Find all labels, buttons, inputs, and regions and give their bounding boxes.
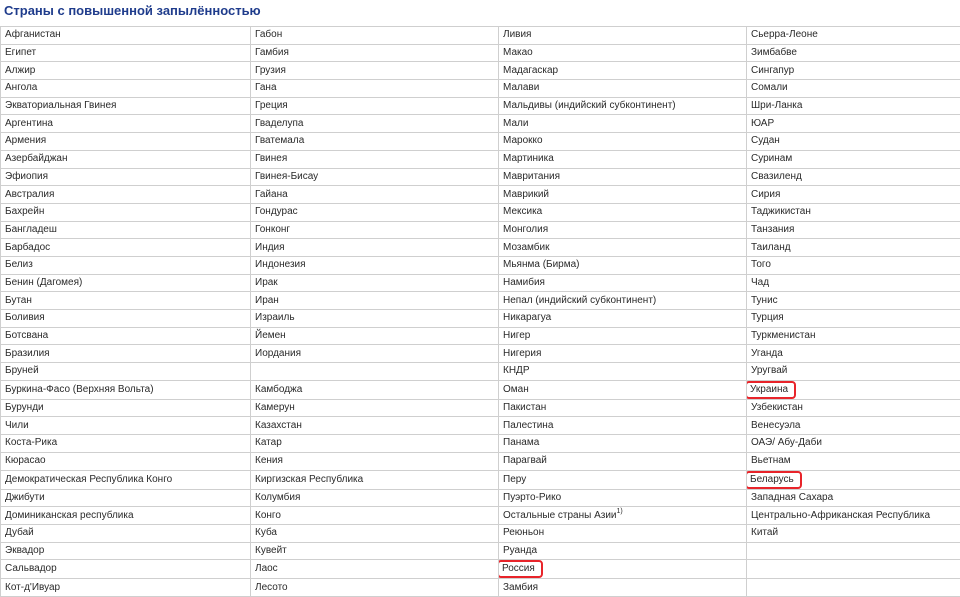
table-cell [747,80,960,98]
table-cell [1,489,251,507]
country-name: Боливия [5,312,45,323]
table-cell [499,310,747,328]
table-cell [251,470,499,489]
table-cell [1,542,251,560]
countries-table-container [0,26,960,597]
table-cell [747,256,960,274]
table-cell [499,274,747,292]
table-cell [747,239,960,257]
country-name: Мьянма (Бирма) [503,259,580,270]
table-cell [747,327,960,345]
table-cell [251,133,499,151]
table-cell [1,380,251,399]
table-cell [499,452,747,470]
country-name: Реюньон [503,527,544,538]
country-name: Экваториальная Гвинея [5,100,116,111]
table-cell [251,203,499,221]
table-row [1,452,960,470]
country-name: Египет [5,47,36,58]
table-cell [499,399,747,417]
table-cell [1,97,251,115]
country-name: Бангладеш [5,224,57,235]
table-cell [251,560,499,579]
country-name: Перу [503,474,526,485]
country-name: Туркменистан [751,330,815,341]
country-name: Бахрейн [5,206,44,217]
table-row [1,80,960,98]
country-name: Того [751,259,771,270]
table-cell [1,44,251,62]
table-cell [1,560,251,579]
country-name: Ливия [503,29,531,40]
table-row [1,524,960,542]
table-cell [747,399,960,417]
table-cell [251,27,499,45]
country-name: Греция [255,100,288,111]
table-cell [251,380,499,399]
table-cell [1,310,251,328]
country-name: Нигерия [503,348,541,359]
country-name: Гамбия [255,47,289,58]
country-name: Эфиопия [5,171,48,182]
country-name: Гана [255,82,277,93]
country-name: Монголия [503,224,548,235]
table-cell [251,507,499,525]
highlighted-country-name: Россия [499,560,543,578]
table-cell [499,363,747,381]
table-cell [251,239,499,257]
table-cell [747,274,960,292]
country-name: Никарагуа [503,312,551,323]
country-name: Сомали [751,82,788,93]
table-cell [1,345,251,363]
country-name: Марокко [503,135,543,146]
table-cell [499,489,747,507]
table-cell [251,489,499,507]
country-name: Уганда [751,348,783,359]
table-cell [747,203,960,221]
country-name: Казахстан [255,420,302,431]
table-cell [747,44,960,62]
country-name: Ангола [5,82,37,93]
table-cell [1,452,251,470]
table-cell [1,435,251,453]
country-name: Иордания [255,348,301,359]
table-cell [747,310,960,328]
table-cell [499,44,747,62]
table-cell [1,524,251,542]
country-name: Парагвай [503,455,547,466]
country-name: Азербайджан [5,153,68,164]
table-row [1,470,960,489]
table-cell [747,542,960,560]
country-name: Макао [503,47,533,58]
country-name: Нигер [503,330,530,341]
table-row [1,579,960,597]
table-cell [251,327,499,345]
table-cell [251,310,499,328]
country-name: Руанда [503,545,537,556]
country-name: Лесото [255,582,288,593]
country-name: Маврикий [503,189,549,200]
table-cell [499,80,747,98]
table-row [1,542,960,560]
country-name: КНДР [503,365,530,376]
highlighted-country-name: Беларусь [747,471,802,489]
table-cell [1,417,251,435]
country-name: Панама [503,437,539,448]
country-name: Кения [255,455,283,466]
country-name: Грузия [255,65,286,76]
table-cell [499,380,747,399]
table-cell [499,256,747,274]
table-row [1,417,960,435]
country-name: Гвинея-Бисау [255,171,318,182]
table-cell [251,274,499,292]
country-name: Мальдивы (индийский субконтинент) [503,100,676,111]
table-row [1,133,960,151]
table-row [1,256,960,274]
table-row [1,363,960,381]
country-name: Израиль [255,312,295,323]
table-row [1,292,960,310]
table-cell [747,133,960,151]
table-cell [747,452,960,470]
table-row [1,327,960,345]
table-row [1,560,960,579]
table-row [1,62,960,80]
country-name: Китай [751,527,778,538]
table-row [1,44,960,62]
table-cell [1,150,251,168]
table-cell [499,186,747,204]
country-name: Барбадос [5,242,50,253]
country-name: Тунис [751,295,778,306]
country-name: ОАЭ/ Абу-Даби [751,437,822,448]
country-name: Катар [255,437,282,448]
table-row [1,27,960,45]
country-name: Гвинея [255,153,287,164]
table-cell [499,507,747,525]
country-name: Остальные страны Азии [503,510,617,521]
table-cell [747,27,960,45]
table-cell [251,435,499,453]
table-cell [747,150,960,168]
country-name: Иран [255,295,279,306]
table-cell [747,168,960,186]
table-cell [747,363,960,381]
table-cell [1,203,251,221]
country-name: Таиланд [751,242,791,253]
country-name: Габон [255,29,282,40]
country-name: Зимбабве [751,47,797,58]
table-cell [251,579,499,597]
table-cell [499,62,747,80]
country-name: Непал (индийский субконтинент) [503,295,656,306]
table-cell [1,256,251,274]
country-name: Йемен [255,330,286,341]
table-cell [251,115,499,133]
country-name: Малави [503,82,539,93]
country-name: Кот-д'Ивуар [5,582,60,593]
country-name: Коста-Рика [5,437,57,448]
table-row [1,399,960,417]
table-row [1,115,960,133]
country-name: Узбекистан [751,402,803,413]
country-name: Ботсвана [5,330,48,341]
country-name: Доминиканская республика [5,510,134,521]
table-cell [1,239,251,257]
country-name: Турция [751,312,784,323]
country-name: Афганистан [5,29,61,40]
table-cell [251,150,499,168]
table-cell [251,186,499,204]
country-name: Демократическая Республика Конго [5,474,172,485]
country-name: Венесуэла [751,420,800,431]
table-cell [1,133,251,151]
table-cell [499,470,747,489]
country-name: Бруней [5,365,39,376]
country-name: Мозамбик [503,242,550,253]
country-name: Гватемала [255,135,304,146]
table-row [1,97,960,115]
table-cell [747,292,960,310]
table-cell [251,399,499,417]
country-name: Чили [5,420,29,431]
table-cell [1,186,251,204]
country-name: Пакистан [503,402,546,413]
table-cell [1,80,251,98]
country-name: Намибия [503,277,545,288]
table-cell [251,292,499,310]
table-cell [1,399,251,417]
table-row [1,150,960,168]
country-name: Шри-Ланка [751,100,802,111]
country-name: Сальвадор [5,563,57,574]
table-cell [747,560,960,579]
country-name: Бутан [5,295,32,306]
country-name: Индия [255,242,285,253]
table-cell [499,133,747,151]
country-name: Белиз [5,259,33,270]
table-cell [1,292,251,310]
table-cell [1,579,251,597]
table-row [1,186,960,204]
table-cell [251,168,499,186]
table-cell [499,115,747,133]
country-name: Уругвай [751,365,787,376]
table-cell [251,345,499,363]
table-row [1,507,960,525]
table-cell [1,27,251,45]
country-name: Эквадор [5,545,44,556]
country-name: Джибути [5,492,45,503]
table-cell [251,542,499,560]
table-cell [1,62,251,80]
table-row [1,310,960,328]
country-name: Судан [751,135,780,146]
table-cell [499,435,747,453]
country-name: Куба [255,527,277,538]
table-cell [747,345,960,363]
table-cell [499,579,747,597]
table-cell [251,524,499,542]
country-name: Западная Сахара [751,492,833,503]
country-name: Буркина-Фасо (Верхняя Вольта) [5,384,154,395]
table-row [1,274,960,292]
country-name: Мали [503,118,528,129]
country-name: ЮАР [751,118,774,129]
table-cell [499,150,747,168]
table-cell [747,579,960,597]
table-cell [747,489,960,507]
table-row [1,345,960,363]
country-name: Свазиленд [751,171,802,182]
table-cell [251,452,499,470]
country-name: Бурунди [5,402,44,413]
country-name: Гваделупа [255,118,304,129]
country-name: Сингапур [751,65,794,76]
country-name: Мадагаскар [503,65,558,76]
table-cell [747,221,960,239]
table-cell [747,470,960,489]
table-cell [747,524,960,542]
country-name: Бразилия [5,348,50,359]
country-name: Пуэрто-Рико [503,492,561,503]
page-title: Страны с повышенной запылённостью [4,3,261,18]
table-cell [499,345,747,363]
table-cell [251,417,499,435]
table-cell [499,524,747,542]
table-cell [499,203,747,221]
table-cell [1,168,251,186]
table-row [1,239,960,257]
country-name: Гонконг [255,224,290,235]
table-cell [499,97,747,115]
table-row [1,489,960,507]
table-cell [747,186,960,204]
table-cell [251,363,499,381]
table-cell [499,417,747,435]
country-name: Гайана [255,189,288,200]
country-name: Дубай [5,527,34,538]
table-cell [1,363,251,381]
country-name: Гондурас [255,206,298,217]
country-name: Кувейт [255,545,287,556]
table-cell [747,115,960,133]
table-row [1,203,960,221]
table-cell [499,221,747,239]
countries-table-body [1,27,960,597]
country-name: Танзания [751,224,794,235]
table-cell [499,168,747,186]
country-name: Палестина [503,420,553,431]
country-name: Вьетнам [751,455,791,466]
table-cell [251,221,499,239]
table-cell [499,560,747,579]
country-name: Оман [503,384,529,395]
table-cell [1,274,251,292]
table-cell [1,327,251,345]
country-name: Колумбия [255,492,300,503]
country-name: Бенин (Дагомея) [5,277,82,288]
table-row [1,435,960,453]
country-name: Алжир [5,65,35,76]
table-cell [251,62,499,80]
table-cell [1,115,251,133]
country-name: Сьерра-Леоне [751,29,818,40]
table-row [1,168,960,186]
country-name: Суринам [751,153,792,164]
table-cell [499,542,747,560]
table-cell [251,80,499,98]
country-name: Конго [255,510,281,521]
table-cell [499,327,747,345]
country-name: Чад [751,277,769,288]
table-cell [251,44,499,62]
table-cell [499,239,747,257]
table-cell [747,97,960,115]
table-cell [747,435,960,453]
table-cell [747,507,960,525]
table-cell [747,62,960,80]
table-cell [251,97,499,115]
table-cell [747,417,960,435]
table-cell [251,256,499,274]
country-name: Мексика [503,206,542,217]
table-cell [499,292,747,310]
highlighted-country-name: Украина [747,381,797,399]
table-cell [1,470,251,489]
table-row [1,380,960,399]
table-cell [1,507,251,525]
country-name: Аргентина [5,118,53,129]
country-name: Ирак [255,277,278,288]
country-name: Сирия [751,189,780,200]
country-name: Замбия [503,582,538,593]
country-name: Армения [5,135,46,146]
country-name: Центрально-Африканская Республика [751,510,930,521]
country-name: Кюрасао [5,455,46,466]
countries-table [0,26,960,597]
country-name: Камерун [255,402,295,413]
country-name: Таджикистан [751,206,811,217]
table-cell [747,380,960,399]
country-name: Лаос [255,563,278,574]
country-name: Камбоджа [255,384,302,395]
table-cell [499,27,747,45]
country-name: Австралия [5,189,54,200]
country-name: Мавритания [503,171,560,182]
table-cell [1,221,251,239]
country-name: Киргизская Республика [255,474,363,485]
country-name: Мартиника [503,153,554,164]
country-name: Индонезия [255,259,306,270]
table-row [1,221,960,239]
footnote-mark: 1) [617,508,623,515]
